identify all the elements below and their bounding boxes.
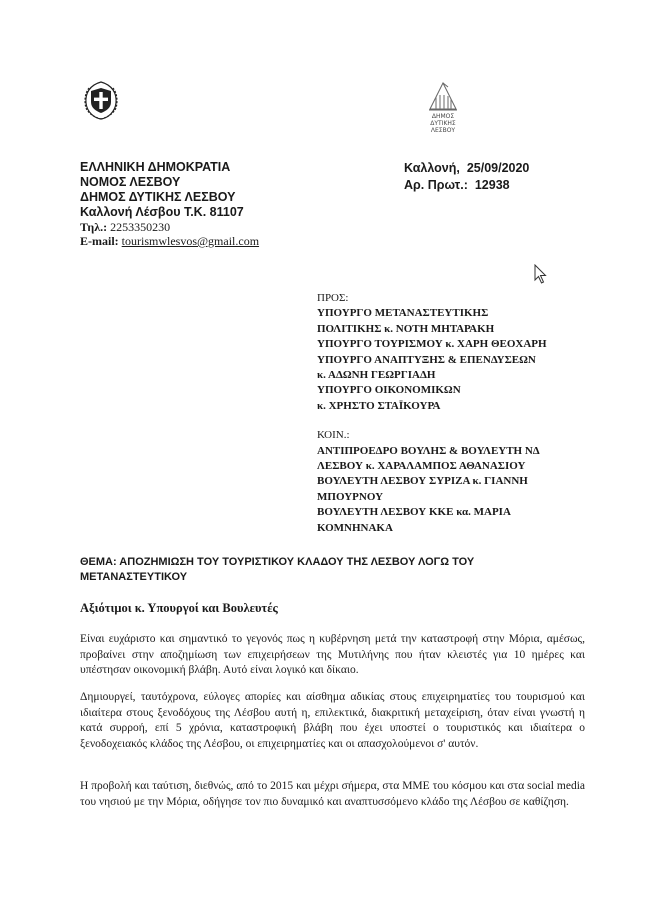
subject-heading <box>80 555 600 585</box>
org-line: ΔΗΜΟΣ ΔΥΤΙΚΗΣ ΛΕΣΒΟΥ <box>80 190 236 204</box>
date-protocol-block <box>404 160 604 194</box>
to-recipient-line: ΥΠΟΥΡΓΟ ΑΝΑΠΤΥΞΗΣ & ΕΠΕΝΔΥΣΕΩΝ <box>317 353 536 366</box>
recipients-block <box>317 291 597 536</box>
greek-coat-of-arms-icon <box>80 79 122 121</box>
protocol-number: 12938 <box>474 178 510 192</box>
cc-recipient-line: ΚΟΜΝΗΝΑΚΑ <box>317 521 393 534</box>
to-label: ΠΡΟΣ: <box>317 292 349 304</box>
date-line: Καλλονή, 25/09/2020 <box>404 161 530 175</box>
org-line: ΕΛΛΗΝΙΚΗ ΔΗΜΟΚΡΑΤΙΑ <box>80 160 231 174</box>
to-recipient-line: ΥΠΟΥΡΓΟ ΤΟΥΡΙΣΜΟΥ κ. ΧΑΡΗ ΘΕΟΧΑΡΗ <box>317 338 547 351</box>
org-line: Καλλονή Λέσβου Τ.Κ. 81107 <box>80 205 244 219</box>
to-recipient-line: ΥΠΟΥΡΓΟ ΟΙΚΟΝΟΜΙΚΩΝ <box>317 384 461 397</box>
to-recipient-line: ΠΟΛΙΤΙΚΗΣ κ. ΝΟΤΗ ΜΗΤΑΡΑΚΗ <box>317 322 495 335</box>
to-recipient-line: κ. ΧΡΗΣΤΟ ΣΤΑΪΚΟΥΡΑ <box>317 399 441 412</box>
subject-line: ΘΕΜΑ: ΑΠΟΖΗΜΙΩΣΗ ΤΟΥ ΤΟΥΡΙΣΤΙΚΟΥ ΚΛΑΔΟΥ ΤΗΣ ΛΕΣΒΟΥ ΛΟΓΩ ΤΟΥ <box>80 556 475 568</box>
cc-label: ΚΟΙΝ.: <box>317 429 350 442</box>
logo-text-line: ΛΕΣΒΟΥ <box>430 127 456 134</box>
org-line: ΝΟΜΟΣ ΛΕΣΒΟΥ <box>80 175 181 189</box>
phone-number: 2253350230 <box>110 220 171 234</box>
sender-block <box>80 160 380 248</box>
to-recipient-line: ΥΠΟΥΡΓΟ ΜΕΤΑΝΑΣΤΕΥΤΙΚΗΣ <box>317 307 489 320</box>
body-paragraph: Είναι ευχάριστο και σημαντικό το γεγονός πως η κυβέρνηση μετά την καταστροφή στην Μόρια, αμέσως, προβαίνει στην αποζημίωση των επιχειρήσεων της Μυτιλήνης που ήταν κλειστές για 10 ημέρες και υπέστησαν οικονομική βλάβη. Αυτό είναι λογικό και δίκαιο. <box>80 633 585 676</box>
subject-line: ΜΕΤΑΝΑΣΤΕΥΤΙΚΟΥ <box>80 571 188 583</box>
protocol-line <box>404 177 604 194</box>
logo-text-line: ΔΗΜΟΣ <box>431 113 455 120</box>
cc-recipient-line: ΑΝΤΙΠΡΟΕΔΡΟ ΒΟΥΛΗΣ & ΒΟΥΛΕΥΤΗ ΝΔ <box>317 444 540 457</box>
municipality-logo-text <box>420 113 466 134</box>
email-link[interactable]: tourismwlesvos@gmail.com <box>121 234 260 248</box>
mouse-pointer-icon <box>534 264 548 284</box>
cc-recipient-line: ΒΟΥΛΕΥΤΗ ΛΕΣΒΟΥ ΣΥΡΙΖΑ κ. ΓΙΑΝΝΗ <box>317 475 528 488</box>
to-recipient-line: κ. ΑΔΩΝΗ ΓΕΩΡΓΙΑΔΗ <box>317 369 436 382</box>
protocol-label: Αρ. Πρωτ.: <box>404 178 468 192</box>
phone-line <box>80 220 380 234</box>
email-line <box>80 234 380 248</box>
phone-label: Τηλ.: <box>80 220 108 234</box>
body-paragraph: Η προβολή και ταύτιση, διεθνώς, από το 2015 και μέχρι σήμερα, στα ΜΜΕ του κόσμου και στα social media του νησιού με την Μόρια, οδήγησε τον πιο δυναμικό και αναπτυσσόμενο κλάδο της Λέσβου σε καθίζηση. <box>80 780 585 808</box>
email-label: E-mail: <box>80 234 119 248</box>
cc-recipient-line: ΛΕΣΒΟΥ κ. ΧΑΡΑΛΑΜΠΟΣ ΑΘΑΝΑΣΙΟΥ <box>317 460 526 473</box>
cc-recipient-line: ΒΟΥΛΕΥΤΗ ΛΕΣΒΟΥ ΚΚΕ κα. ΜΑΡΙΑ <box>317 506 511 519</box>
cc-recipient-line: ΜΠΟΥΡΝΟΥ <box>317 490 384 503</box>
logo-text-line: ΔΥΤΙΚΗΣ <box>430 120 456 127</box>
body-paragraph: Δημιουργεί, ταυτόχρονα, εύλογες απορίες και αίσθημα αδικίας στους επιχειρηματίες του τουρισμού και ιδιαίτερα στους ξενοδόχους της Λέσβου αυτή η, επιλεκτικά, διακριτική μεταχείριση, όταν είναι γνωστή η κατά συρροή, επί 5 χρόνια, καταστροφική βλάβη που έχει υποστεί ο τουριστικός και ιδιαίτερα ο ξενοδοχειακός κλάδος της Λέσβου, οι επιχειρηματίες και οι απασχολούμενοι σ' αυτόν. <box>80 691 585 750</box>
salutation: Αξιότιμοι κ. Υπουργοί και Βουλευτές <box>80 601 278 615</box>
